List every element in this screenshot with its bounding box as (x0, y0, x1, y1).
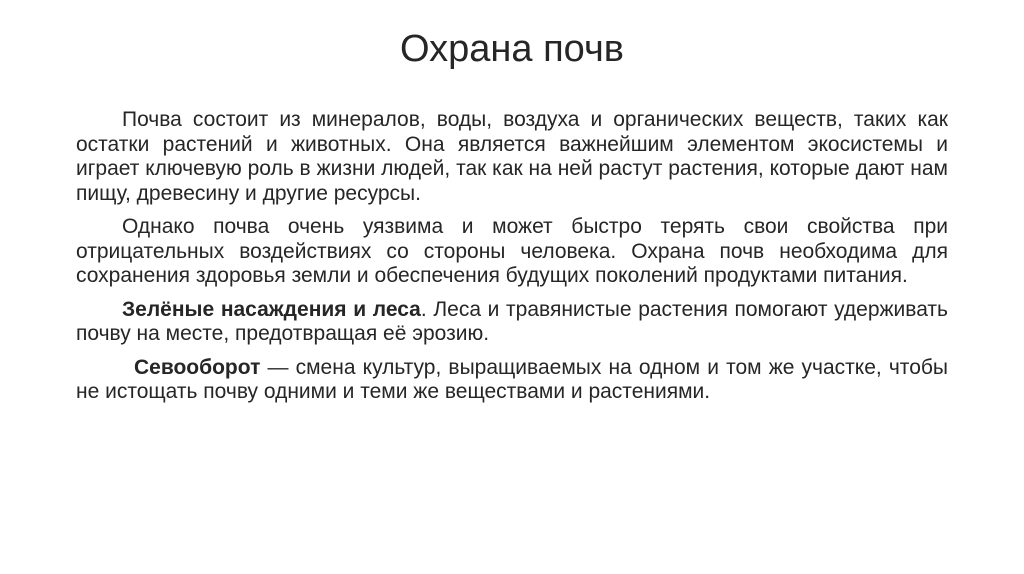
slide-body (76, 108, 948, 414)
paragraph-text: — смена культур, выращиваемых на одном и том же участке, чтобы не истощать почву одними и теми же веществами и растениями. (76, 355, 948, 403)
paragraph-text: Почва состоит из минералов, воды, воздуха и органических веществ, таких как остатки растений и животных. Она является важнейшим элементом экосистемы и играет ключевую роль в жизни людей, так как на ней растут растения, которые дают нам пищу, древесину и другие ресурсы. (76, 108, 948, 205)
paragraph-text: . Леса и травянистые растения помогают удерживать почву на месте, предотвращая её эрозию. (76, 297, 948, 345)
slide-title: Охрана почв (400, 28, 624, 70)
paragraph-text: Однако почва очень уязвима и может быстро терять свои свойства при отрицательных воздействиях со стороны человека. Охрана почв необходима для сохранения здоровья земли и обеспечения будущих поколений продуктами питания. (76, 215, 948, 287)
paragraph-soil-composition (76, 108, 948, 206)
paragraph-soil-vulnerability (76, 215, 948, 289)
paragraph-term: Зелёные насаждения и леса (122, 297, 421, 321)
paragraph-green-plantings (76, 298, 948, 347)
paragraph-term: Севооборот (134, 355, 261, 379)
paragraph-crop-rotation (76, 356, 948, 405)
